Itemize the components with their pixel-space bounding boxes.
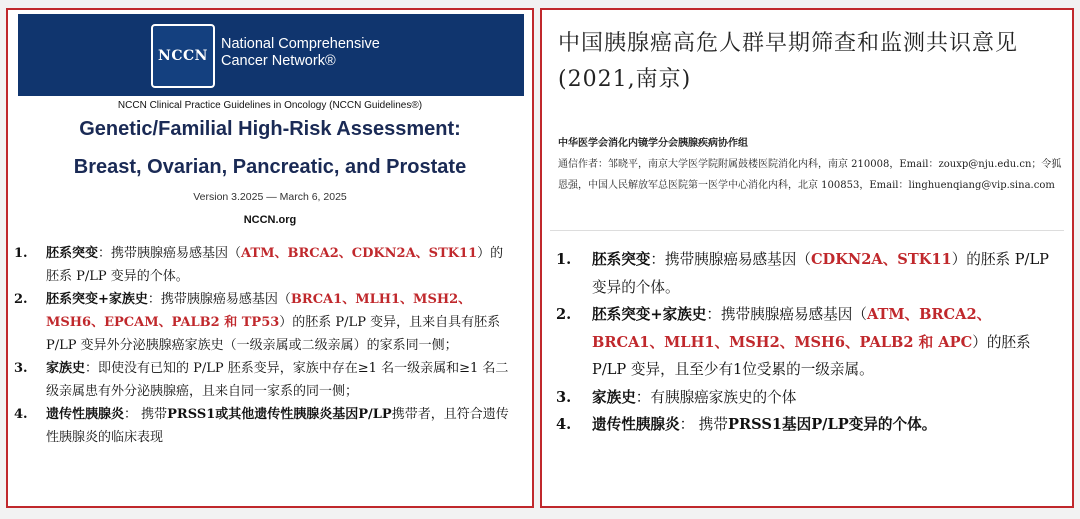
nccn-header-band [18, 14, 524, 96]
consensus-title: 中国胰腺癌高危人群早期筛查和监测共识意见(2021,南京) [558, 31, 1019, 92]
divider [550, 230, 1064, 231]
org-name [221, 36, 380, 70]
list-item: 4. 遗传性胰腺炎： 携带PRSS1或其他遗传性胰腺炎基因P/LP携带者，且符合遗传性胰腺炎的临床表现 [14, 407, 509, 445]
list-item: 2. 胚系突变+家族史：携带胰腺癌易感基因（ATM、BRCA2、BRCA1、MLH1、MSH2、MSH6、PALB2 和 APC）的胚系 P/LP 变异，且至少有1位受累的一级亲属。 [556, 306, 1031, 378]
list-item: 4. 遗传性胰腺炎： 携带PRSS1基因P/LP变异的个体。 [556, 416, 937, 433]
institution: 中华医学会消化内镜学分会胰腺疾病协作组 [558, 138, 748, 149]
org-name-line2: Cancer Network® [221, 53, 336, 69]
nccn-logo: NCCN [151, 24, 215, 88]
list-item: 1. 胚系突变：携带胰腺癌易感基因（ATM、BRCA2、CDKN2A、STK11）的胚系 P/LP 变异的个体。 [14, 246, 504, 284]
site-link[interactable]: NCCN.org [243, 214, 297, 226]
list-item: 3. 家族史：有胰腺癌家族史的个体 [556, 388, 797, 406]
author-info [558, 133, 1063, 196]
list-item: 2. 胚系突变+家族史：携带胰腺癌易感基因（BRCA1、MLH1、MSH2、MSH6、EPCAM、PALB2 和 TP53）的胚系 P/LP 变异，且来自具有胚系 P/LP 变异外分泌胰腺癌家族史（一级亲属或二级亲属）的家系同一侧； [14, 292, 501, 353]
guideline-subtitle: NCCN Clinical Practice Guidelines in Oncology (NCCN Guidelines®) [117, 100, 423, 111]
list-item: 3. 家族史：即使没有已知的 P/LP 胚系变异，家族中存在≥1 名一级亲属和≥1 名二级亲属患有外分泌胰腺癌，且来自同一家系的同一侧； [14, 361, 509, 399]
list-item: 1. 胚系突变：携带胰腺癌易感基因（CDKN2A、STK11）的胚系 P/LP 变异的个体。 [556, 251, 1049, 296]
version-text: Version 3.2025 — March 6, 2025 [193, 191, 347, 203]
org-name-line1: National Comprehensive [221, 36, 380, 52]
chinese-consensus-panel [540, 8, 1074, 508]
nccn-criteria-list [14, 242, 514, 449]
consensus-criteria-list [556, 246, 1061, 439]
doc-title-line1: Genetic/Familial High-Risk Assessment: [79, 118, 461, 140]
correspondence: 通信作者：邹晓平，南京大学医学院附属鼓楼医院消化内科，南京 210008，Email：zouxp@nju.edu.cn；令狐恩强，中国人民解放军总医院第一医学中心消化内科，北京 100853，Email：linghuenqiang@vip.sina.com [558, 159, 1062, 191]
nccn-panel [6, 8, 534, 508]
doc-title-line2: Breast, Ovarian, Pancreatic, and Prostate [73, 156, 467, 178]
